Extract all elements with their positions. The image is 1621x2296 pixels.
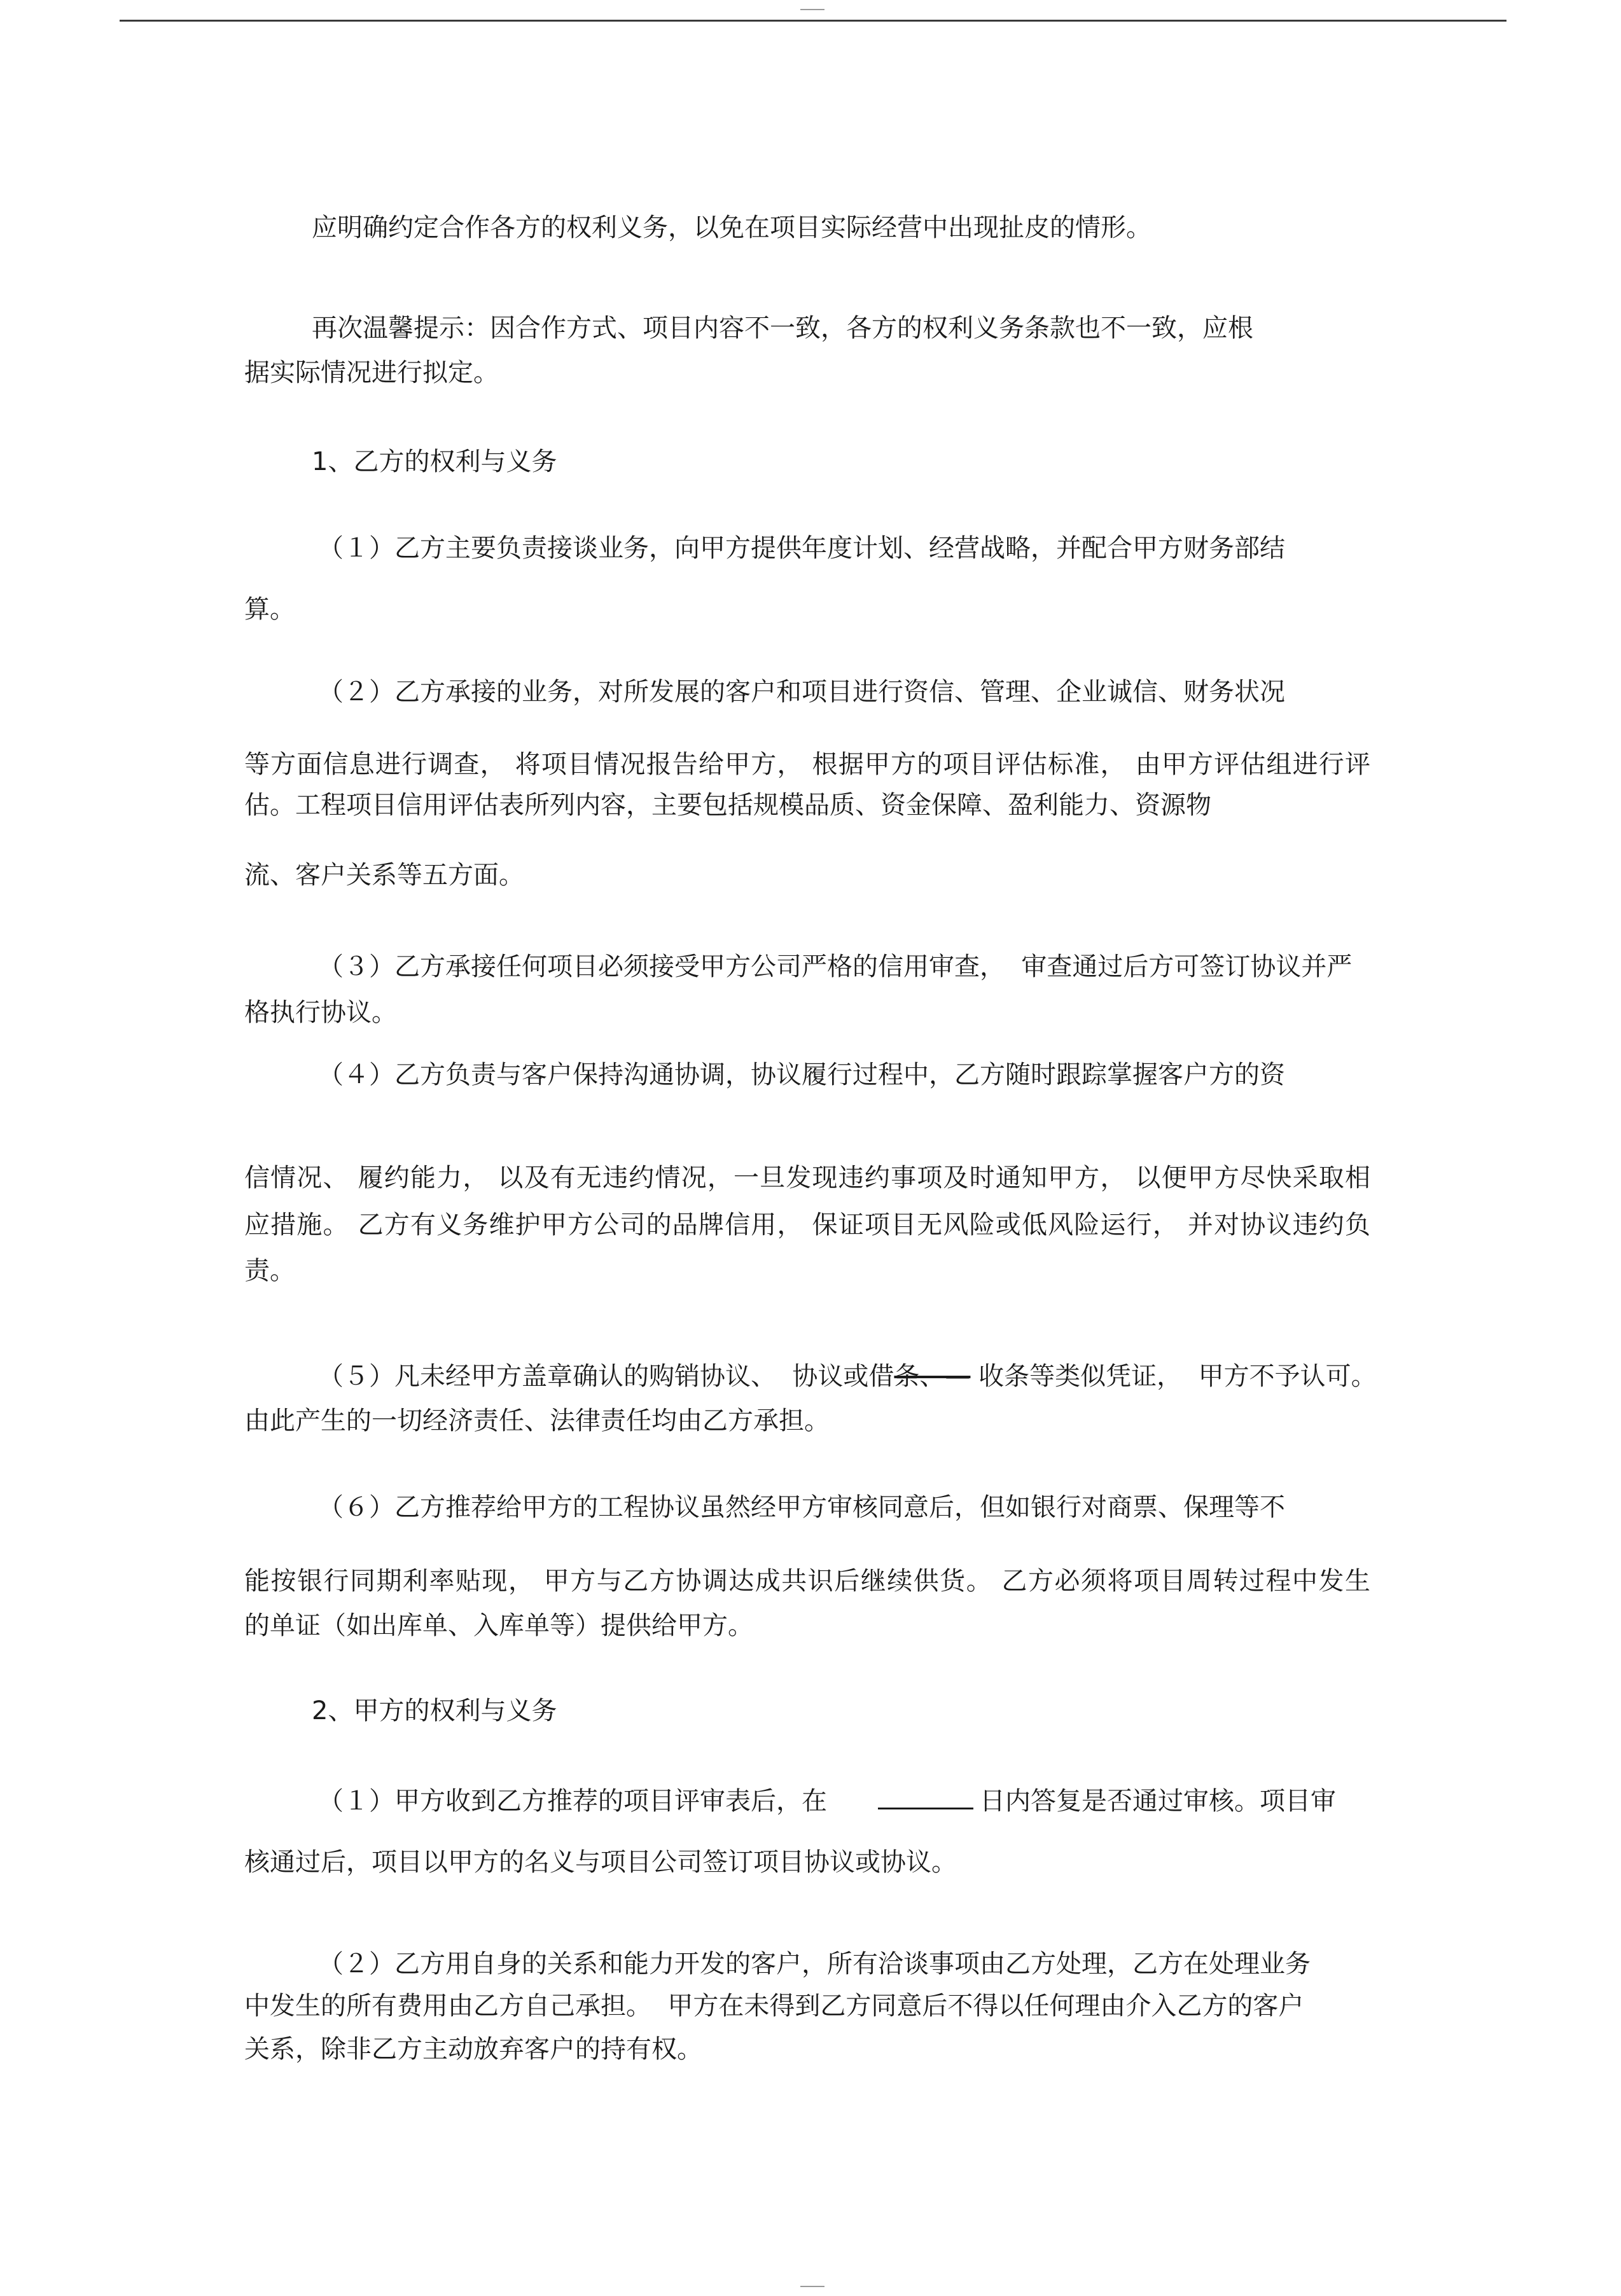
s1-p5-text-c: 收条等类似凭证， 甲方不予认可。 <box>970 1362 1377 1391</box>
s2-p1-text-a: （１）甲方收到乙方推荐的项目评审表后，在 <box>318 1787 827 1816</box>
s1-p3-line-1: （３）乙方承接任何项目必须接受甲方公司严格的信用审查， 审查通过后方可签订协议并严 <box>318 952 1353 981</box>
header-rule <box>120 20 1506 22</box>
s2-p2-line-3: 关系，除非乙方主动放弃客户的持有权。 <box>244 2035 702 2064</box>
s1-p4-line-4: 责。 <box>244 1256 295 1285</box>
reminder-line-1: 再次温馨提示：因合作方式、项目内容不一致，各方的权利义务条款也不一致，应根 <box>312 314 1253 343</box>
s1-p4-line-3: 应措施。 乙方有义务维护甲方公司的品牌信用， 保证项目无风险或低风险运行， 并对协议违约负 <box>244 1210 1370 1240</box>
s1-p3-line-2: 格执行协议。 <box>244 998 397 1027</box>
s1-p5-struck-text: 条、— <box>894 1362 971 1391</box>
s1-p6-line-2: 能按银行同期利率贴现， 甲方与乙方协调达成共识后继续供货。 乙方必须将项目周转过程中发生 <box>244 1566 1370 1596</box>
s2-p2-line-1: （２）乙方用自身的关系和能力开发的客户，所有洽谈事项由乙方处理，乙方在处理业务 <box>318 1949 1311 1979</box>
s1-p2-line-3: 估。工程项目信用评估表所列内容，主要包括规模品质、资金保障、盈利能力、资源物 <box>244 791 1211 820</box>
s1-p4-line-2: 信情况、 履约能力， 以及有无违约情况，一旦发现违约事项及时通知甲方， 以便甲方尽快采取相 <box>244 1163 1370 1193</box>
s2-p1-line-1 <box>318 1785 1336 1818</box>
s1-p5-text-a: （５）凡未经甲方盖章确认的购销协议、 协议或借 <box>318 1362 894 1391</box>
s2-p1-line-2: 核通过后，项目以甲方的名义与项目公司签订项目协议或协议。 <box>244 1848 957 1877</box>
reminder-line-2: 据实际情况进行拟定。 <box>244 358 499 387</box>
s1-p1-line-2: 算。 <box>244 595 295 624</box>
header-mark <box>800 9 824 10</box>
section-2-heading: 2、甲方的权利与义务 <box>312 1696 557 1725</box>
s1-p6-line-3: 的单证（如出库单、入库单等）提供给甲方。 <box>244 1611 753 1640</box>
intro-line-1: 应明确约定合作各方的权利义务，以免在项目实际经营中出现扯皮的情形。 <box>312 213 1151 242</box>
s1-p4-line-1: （４）乙方负责与客户保持沟通协调，协议履行过程中，乙方随时跟踪掌握客户方的资 <box>318 1060 1285 1089</box>
footer-mark <box>800 2286 824 2287</box>
s1-p2-line-4: 流、客户关系等五方面。 <box>244 861 524 890</box>
days-blank-field[interactable] <box>878 1786 973 1809</box>
s1-p1-line-1: （１）乙方主要负责接谈业务，向甲方提供年度计划、经营战略，并配合甲方财务部结 <box>318 534 1285 563</box>
s1-p5-line-2: 由此产生的一切经济责任、法律责任均由乙方承担。 <box>244 1406 830 1435</box>
s1-p5-line-1 <box>318 1360 1377 1393</box>
s2-p2-line-2: 中发生的所有费用由乙方自己承担。 甲方在未得到乙方同意后不得以任何理由介入乙方的客户 <box>244 1991 1304 2021</box>
s1-p2-line-2: 等方面信息进行调查， 将项目情况报告给甲方， 根据甲方的项目评估标准， 由甲方评估组进行评 <box>244 750 1370 779</box>
section-1-heading: 1、乙方的权利与义务 <box>312 447 557 476</box>
s1-p6-line-1: （６）乙方推荐给甲方的工程协议虽然经甲方审核同意后，但如银行对商票、保理等不 <box>318 1493 1285 1522</box>
s2-p1-text-b: 日内答复是否通过审核。项目审 <box>980 1787 1336 1816</box>
s1-p2-line-1: （２）乙方承接的业务，对所发展的客户和项目进行资信、管理、企业诚信、财务状况 <box>318 677 1285 707</box>
